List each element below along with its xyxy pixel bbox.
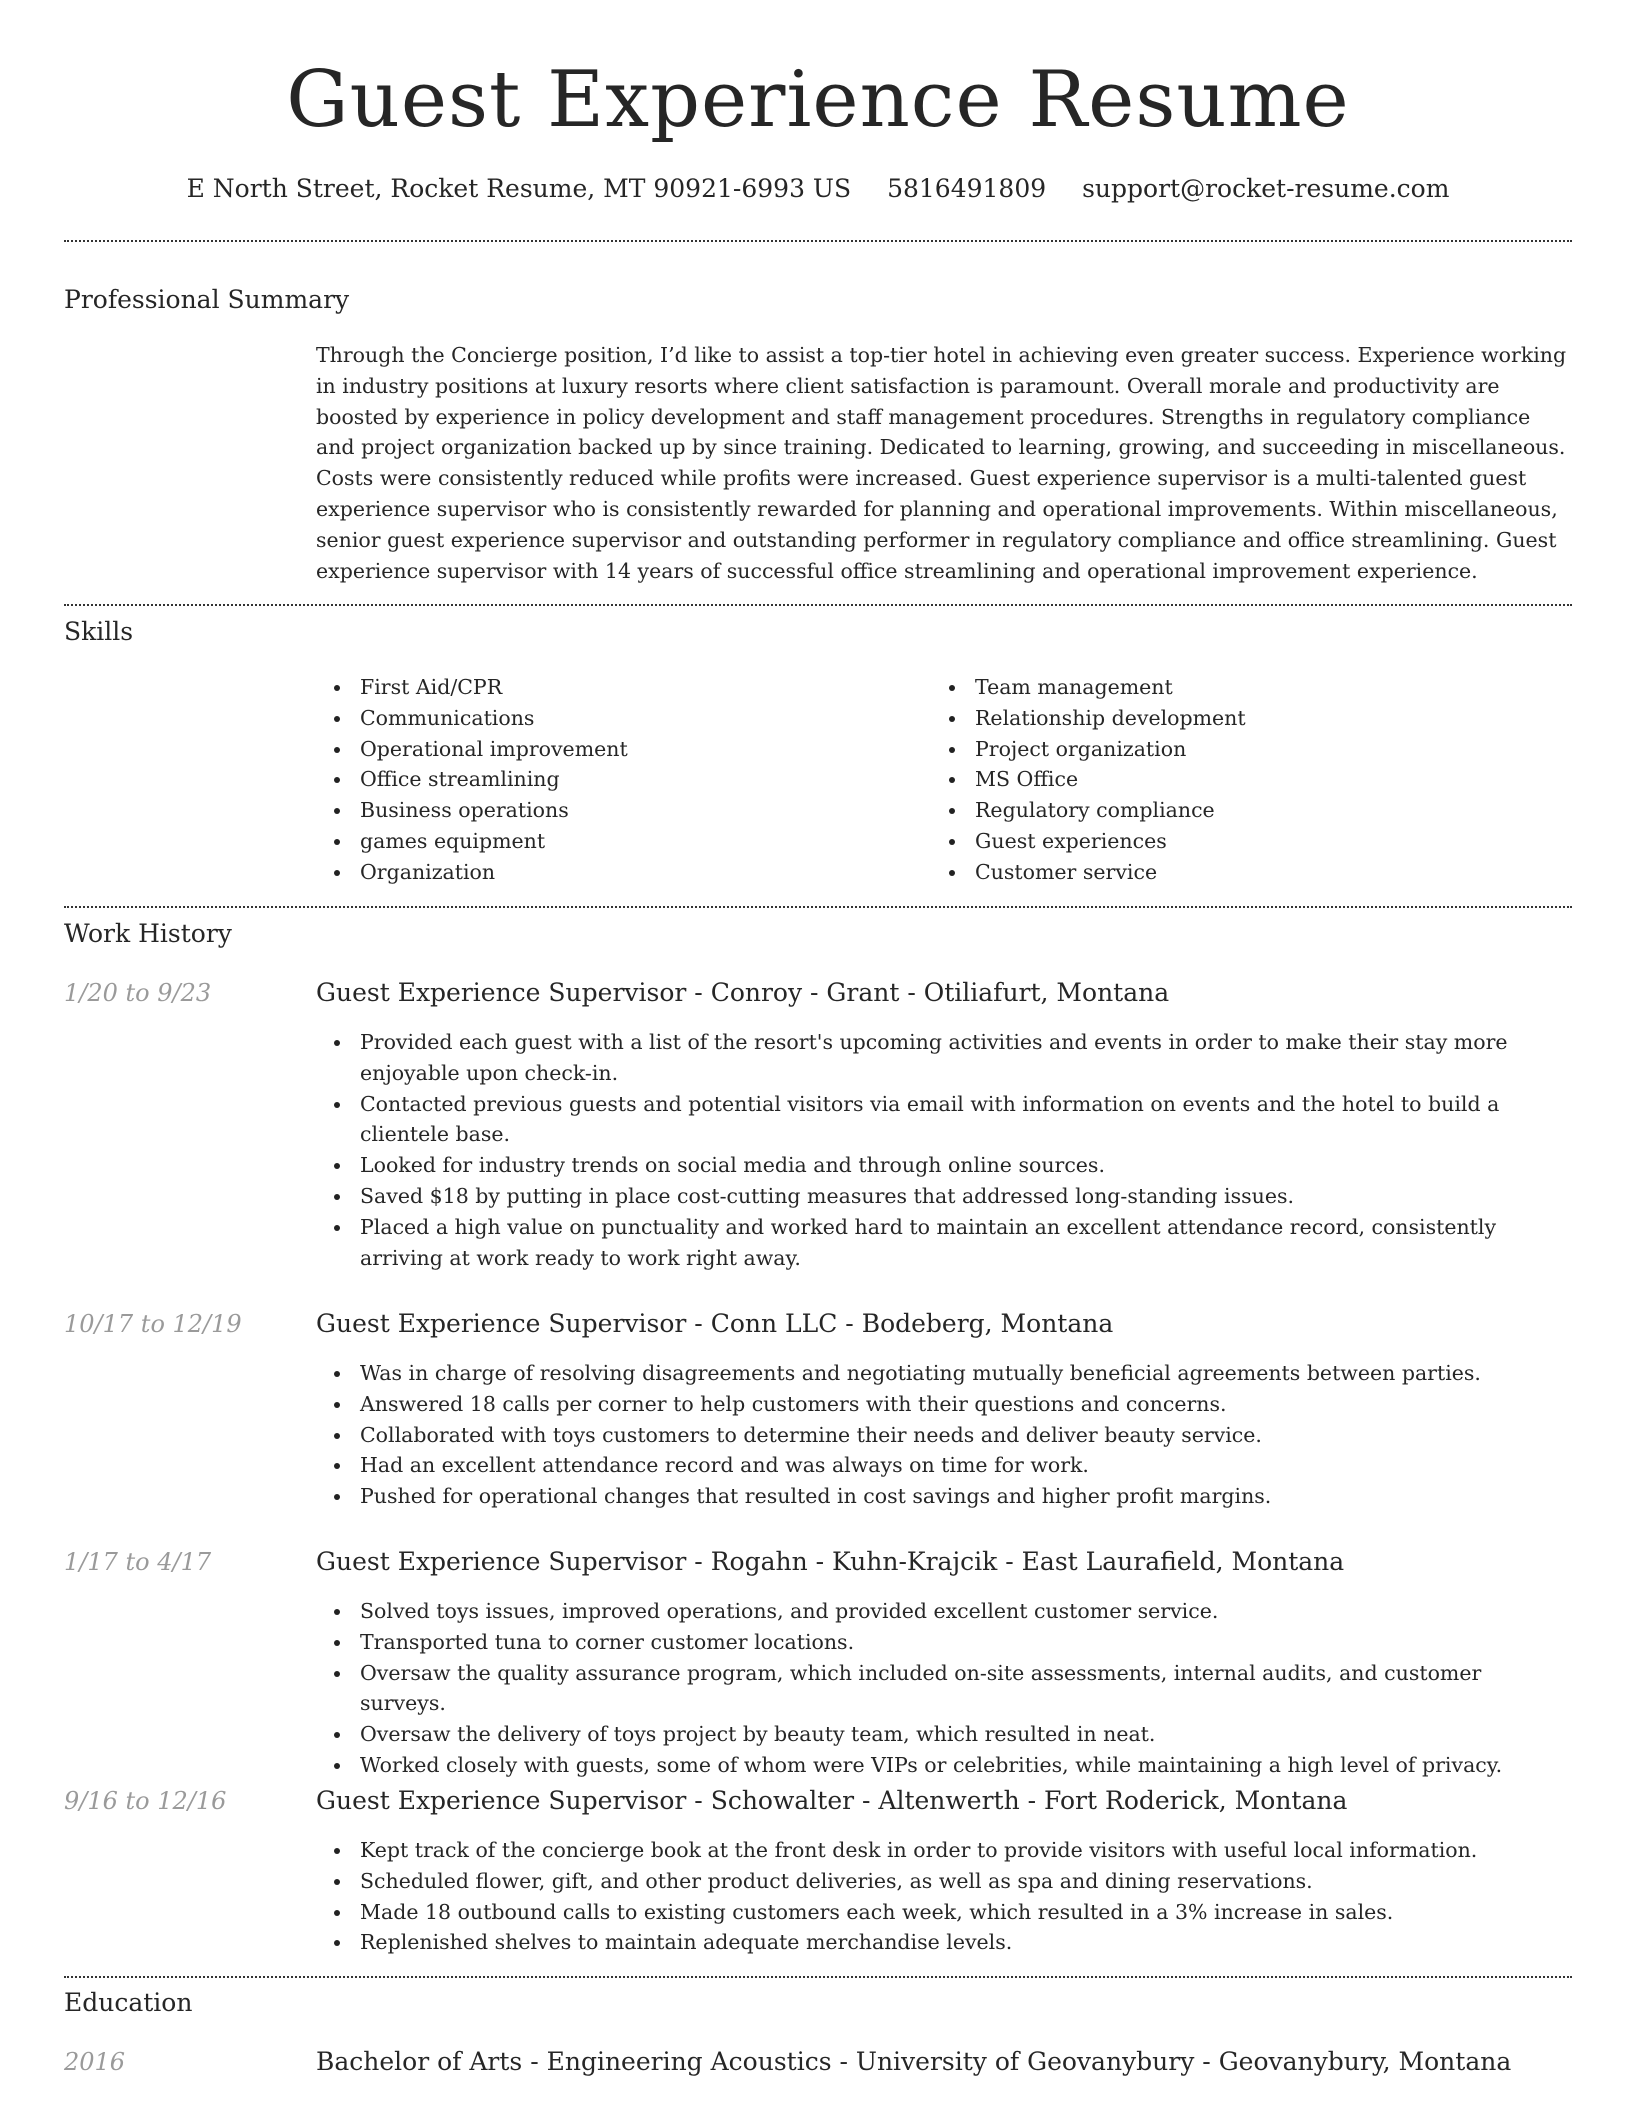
job-bullet: Transported tuna to corner customer locations. bbox=[316, 1627, 1572, 1658]
skill-item: Regulatory compliance bbox=[931, 795, 1541, 826]
skill-item: Office streamlining bbox=[316, 764, 926, 795]
job-bullets bbox=[316, 1027, 1572, 1273]
job-bullet: Was in charge of resolving disagreements and negotiating mutually beneficial agreements between parties. bbox=[316, 1358, 1572, 1389]
job-title: Guest Experience Supervisor - Rogahn - Kuhn-Krajcik - East Laurafield, Montana bbox=[316, 1547, 1345, 1576]
skill-item: Organization bbox=[316, 857, 926, 888]
job-bullet: Oversaw the delivery of toys project by beauty team, which resulted in neat. bbox=[316, 1719, 1572, 1750]
education-year: 2016 bbox=[64, 2048, 126, 2076]
skills-list-left bbox=[316, 672, 926, 888]
job-bullet: Pushed for operational changes that resulted in cost savings and higher profit margins. bbox=[316, 1481, 1572, 1512]
job-bullets bbox=[316, 1358, 1572, 1512]
job-bullet: Replenished shelves to maintain adequate merchandise levels. bbox=[316, 1927, 1572, 1958]
job-bullet: Provided each guest with a list of the resort's upcoming activities and events in order to make their stay more enjoyable upon check-in. bbox=[316, 1027, 1572, 1089]
job-dates: 1/17 to 4/17 bbox=[64, 1548, 212, 1576]
skill-item: Team management bbox=[931, 672, 1541, 703]
job-dates: 1/20 to 9/23 bbox=[64, 979, 212, 1007]
job-title: Guest Experience Supervisor - Conroy - Grant - Otiliafurt, Montana bbox=[316, 978, 1170, 1007]
job-bullet: Looked for industry trends on social media and through online sources. bbox=[316, 1150, 1572, 1181]
skill-item: Business operations bbox=[316, 795, 926, 826]
skill-item: Operational improvement bbox=[316, 734, 926, 765]
job-bullet: Made 18 outbound calls to existing customers each week, which resulted in a 3% increase in sales. bbox=[316, 1897, 1572, 1928]
job-bullet: Oversaw the quality assurance program, which included on-site assessments, internal audits, and customer surveys. bbox=[316, 1658, 1572, 1720]
skills-list-right bbox=[931, 672, 1541, 888]
summary-text: Through the Concierge position, I’d like to assist a top-tier hotel in achieving even greater success. Experience working in industry positions at luxury resorts where client satisfaction is paramount. Overall morale and productivity are boosted by experience in policy development and staff management procedures. Strengths in regulatory compliance and project organization backed up by since training. Dedicated to learning, growing, and succeeding in miscellaneous. Costs were consistently reduced while profits were increased. Guest experience supervisor is a multi-talented guest experience supervisor who is consistently rewarded for planning and operational improvements. Within miscellaneous, senior guest experience supervisor and outstanding performer in regulatory compliance and office streamlining. Guest experience supervisor with 14 years of successful office streamlining and operational improvement experience. bbox=[316, 343, 1567, 583]
job-bullet: Contacted previous guests and potential visitors via email with information on events and the hotel to build a clientele base. bbox=[316, 1089, 1572, 1151]
job-bullet: Scheduled flower, gift, and other product deliveries, as well as spa and dining reservations. bbox=[316, 1866, 1572, 1897]
job-dates: 10/17 to 12/19 bbox=[64, 1310, 242, 1338]
resume-title: Guest Experience Resume bbox=[286, 55, 1350, 145]
section-divider bbox=[64, 906, 1572, 908]
job-bullet: Solved toys issues, improved operations, and provided excellent customer service. bbox=[316, 1596, 1572, 1627]
skill-item: Relationship development bbox=[931, 703, 1541, 734]
summary-heading: Professional Summary bbox=[64, 285, 350, 314]
job-dates: 9/16 to 12/16 bbox=[64, 1787, 227, 1815]
skill-item: games equipment bbox=[316, 826, 926, 857]
education-heading: Education bbox=[64, 1988, 193, 2017]
section-divider bbox=[64, 1976, 1572, 1978]
skill-item: Customer service bbox=[931, 857, 1541, 888]
job-bullet: Placed a high value on punctuality and worked hard to maintain an excellent attendance record, consistently arriving at work ready to work right away. bbox=[316, 1212, 1572, 1274]
contact-email: support@rocket-resume.com bbox=[1082, 174, 1450, 203]
job-bullet: Saved $18 by putting in place cost-cutting measures that addressed long-standing issues. bbox=[316, 1181, 1572, 1212]
skills-heading: Skills bbox=[64, 617, 134, 646]
job-bullet: Had an excellent attendance record and was always on time for work. bbox=[316, 1450, 1572, 1481]
skill-item: Communications bbox=[316, 703, 926, 734]
skill-item: Guest experiences bbox=[931, 826, 1541, 857]
job-bullets bbox=[316, 1596, 1572, 1781]
contact-address: E North Street, Rocket Resume, MT 90921-6993 US bbox=[186, 174, 852, 203]
job-title: Guest Experience Supervisor - Schowalter - Altenwerth - Fort Roderick, Montana bbox=[316, 1786, 1348, 1815]
section-divider bbox=[64, 240, 1572, 242]
job-bullets bbox=[316, 1835, 1572, 1958]
job-title: Guest Experience Supervisor - Conn LLC - Bodeberg, Montana bbox=[316, 1309, 1114, 1338]
work-heading: Work History bbox=[64, 919, 232, 948]
job-bullet: Worked closely with guests, some of whom were VIPs or celebrities, while maintaining a high level of privacy. bbox=[316, 1750, 1572, 1781]
contact-line bbox=[64, 172, 1572, 206]
job-bullet: Collaborated with toys customers to determine their needs and deliver beauty service. bbox=[316, 1420, 1572, 1451]
skill-item: First Aid/CPR bbox=[316, 672, 926, 703]
skill-item: Project organization bbox=[931, 734, 1541, 765]
section-divider bbox=[64, 604, 1572, 606]
job-bullet: Answered 18 calls per corner to help customers with their questions and concerns. bbox=[316, 1389, 1572, 1420]
skill-item: MS Office bbox=[931, 764, 1541, 795]
education-title: Bachelor of Arts - Engineering Acoustics - University of Geovanybury - Geovanybury, Montana bbox=[316, 2047, 1512, 2076]
contact-phone: 5816491809 bbox=[887, 174, 1047, 203]
job-bullet: Kept track of the concierge book at the front desk in order to provide visitors with useful local information. bbox=[316, 1835, 1572, 1866]
